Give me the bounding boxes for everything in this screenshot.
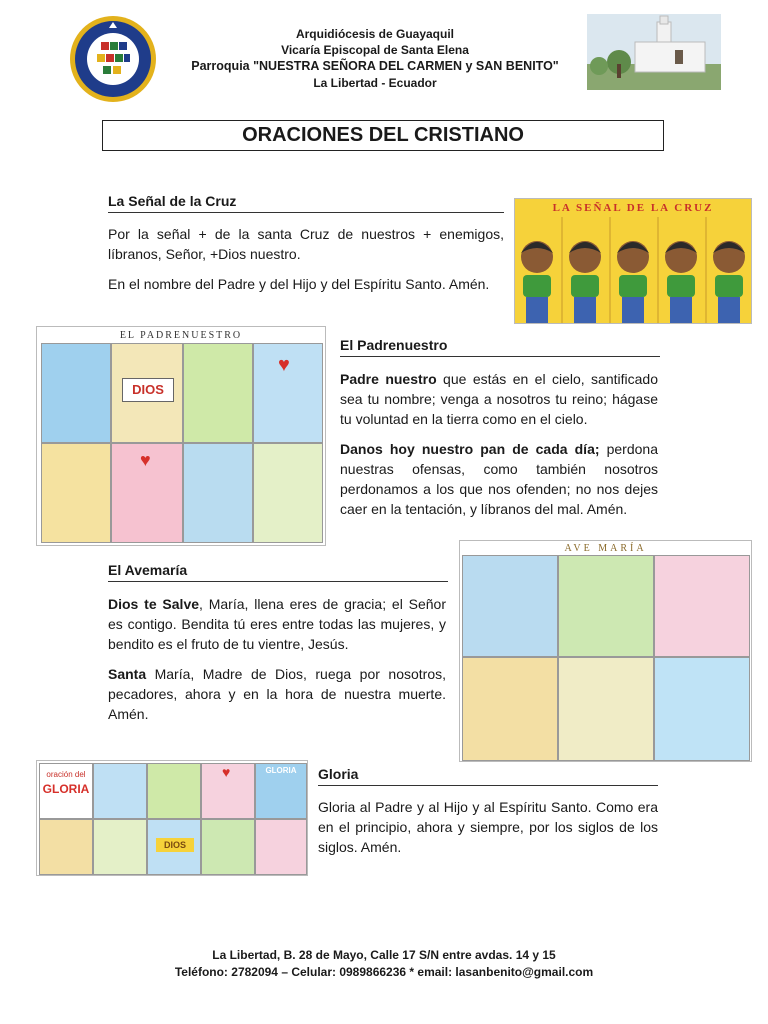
section-heading-avemaria: El Avemaría (108, 562, 448, 582)
cruz-paragraph-2: En el nombre del Padre y del Hijo y del Espíritu Santo. Amén. (108, 276, 490, 292)
avemaria-paragraph-1 (108, 594, 446, 654)
padrenuestro-dios-word: DIOS (122, 378, 174, 402)
church-photo (587, 14, 721, 90)
header-location: La Libertad - Ecuador (313, 76, 437, 90)
cruz-illustration (514, 198, 752, 324)
parish-seal-logo (68, 14, 158, 104)
padrenuestro-p1-bold: Padre nuestro (340, 371, 437, 387)
padrenuestro-p2-text: perdona nuestras ofensas, como también nosotros perdonamos a los que nos ofenden; no nos dejes caer en la tentación, y líbranos del mal. Amén. (340, 441, 658, 517)
gloria-word: GLORIA (265, 766, 297, 775)
avemaria-illustration (459, 540, 752, 762)
gloria-dios-word: DIOS (156, 838, 194, 852)
avemaria-p2-bold: Santa (108, 666, 147, 682)
cruz-illustration-title: LA SEÑAL DE LA CRUZ (552, 202, 714, 214)
padrenuestro-p1-text: que estás en el cielo, santificado sea tu nombre; venga a nosotros tu reino; hágase tu voluntad en la tierra como en el cielo. (340, 371, 658, 427)
avemaria-p2-text: María, Madre de Dios, ruega por nosotros, pecadores, ahora y en la hora de nuestra muerte. Amén. (108, 666, 446, 722)
header-archdiocese: Arquidiócesis de Guayaquil (295, 27, 455, 41)
page-title: ORACIONES DEL CRISTIANO (102, 120, 664, 151)
heart-icon: ♥ (140, 450, 151, 470)
header-parish: Parroquia "NUESTRA SEÑORA DEL CARMEN y SAN BENITO" (191, 59, 559, 73)
avemaria-p1-bold: Dios te Salve (108, 596, 200, 612)
gloria-label-top: oración del (46, 770, 86, 779)
padrenuestro-p2-bold: Danos hoy nuestro pan de cada día; (340, 441, 600, 457)
cruz-paragraph-1: Por la señal + de la santa Cruz de nuestros + enemigos, líbranos, Señor, +Dios nuestro. (108, 226, 504, 262)
section-heading-gloria: Gloria (318, 766, 658, 786)
header-vicariate: Vicaría Episcopal de Santa Elena (281, 43, 469, 57)
section-heading-cruz: La Señal de la Cruz (108, 193, 504, 213)
gloria-paragraph: Gloria al Padre y al Hijo y al Espíritu Santo. Como era en el principio, ahora y siempre, por los siglos de los siglos. Amén. (318, 799, 658, 855)
avemaria-paragraph-2 (108, 664, 446, 724)
padrenuestro-paragraph-2 (340, 439, 658, 519)
footer-contact: Teléfono: 2782094 – Celular: 0989866236 * email: lasanbenito@gmail.com (174, 965, 594, 979)
footer-address: La Libertad, B. 28 de Mayo, Calle 17 S/N entre avdas. 14 y 15 (212, 948, 556, 962)
heart-icon: ♥ (278, 354, 290, 376)
avemaria-illustration-title: AVE MARÍA (564, 543, 647, 554)
gloria-illustration (36, 760, 308, 876)
padrenuestro-illustration (36, 326, 326, 546)
gloria-label-main: GLORIA (42, 782, 90, 796)
heart-icon: ♥ (222, 764, 231, 780)
padrenuestro-paragraph-1 (340, 369, 658, 429)
section-heading-padrenuestro: El Padrenuestro (340, 337, 660, 357)
avemaria-p1-text: , María, llena eres de gracia; el Señor es contigo. Bendita tú eres entre todas las mujeres, y bendito es el fruto de tu vientre, Jesús. (108, 596, 446, 652)
padrenuestro-illustration-title: EL PADRENUESTRO (119, 330, 243, 341)
